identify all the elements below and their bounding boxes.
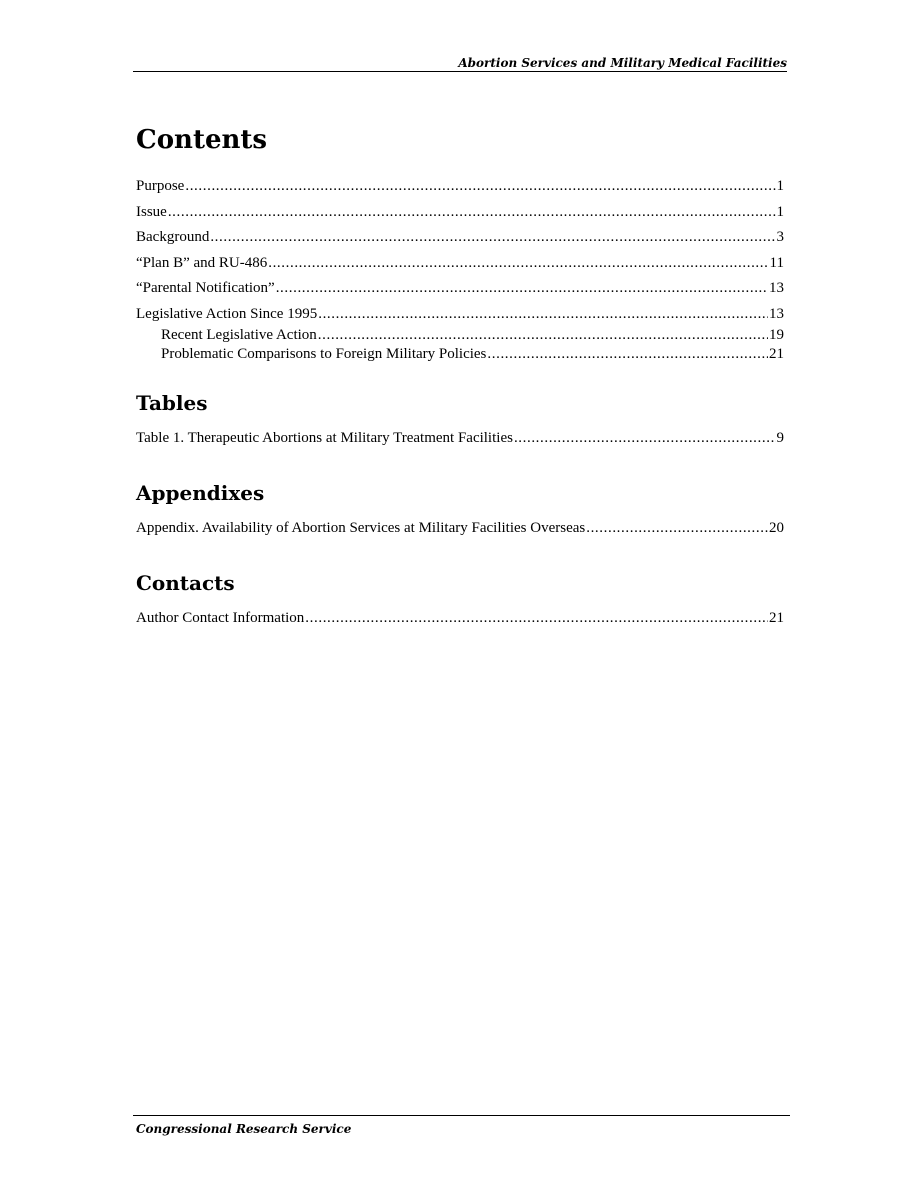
contents-heading: Contents xyxy=(136,125,268,155)
toc-leader-dots xyxy=(268,254,768,273)
toc-entry-page: 1 xyxy=(776,203,784,220)
toc-entry-label: Issue xyxy=(136,203,167,220)
toc-entry-background[interactable] xyxy=(136,228,784,247)
toc-entry-page: 11 xyxy=(769,254,784,271)
toc-entry-table-1[interactable] xyxy=(136,429,784,448)
toc-entry-page: 13 xyxy=(769,305,784,322)
toc-entry-recent-legislative-action[interactable] xyxy=(136,326,784,345)
toc-leader-dots xyxy=(210,228,775,247)
toc-leader-dots xyxy=(185,177,775,196)
toc-entry-page: 9 xyxy=(776,429,784,446)
contacts-section xyxy=(136,568,784,628)
toc-leader-dots xyxy=(514,429,776,448)
contents-list xyxy=(136,177,784,364)
toc-entry-plan-b[interactable] xyxy=(136,254,784,273)
toc-leader-dots xyxy=(586,519,768,538)
contents-section xyxy=(136,120,784,364)
toc-entry-label: Background xyxy=(136,229,210,246)
appendixes-heading: Appendixes xyxy=(136,480,265,505)
running-header: Abortion Services and Military Medical Facilities xyxy=(133,55,787,72)
toc-entry-label: “Parental Notification” xyxy=(136,280,275,297)
toc-entry-label: “Plan B” and RU-486 xyxy=(136,254,268,271)
appendixes-section xyxy=(136,478,784,538)
toc-entry-parental-notification[interactable] xyxy=(136,279,784,298)
contacts-heading: Contacts xyxy=(136,570,235,595)
tables-list xyxy=(136,429,784,448)
toc-entry-page: 3 xyxy=(776,229,784,246)
toc-entry-label: Legislative Action Since 1995 xyxy=(136,305,318,322)
toc-entry-appendix[interactable] xyxy=(136,519,784,538)
toc-entry-page: 21 xyxy=(769,609,784,626)
toc-entry-author-contact[interactable] xyxy=(136,609,784,628)
toc-entry-issue[interactable] xyxy=(136,203,784,222)
appendixes-list xyxy=(136,519,784,538)
toc-entry-label: Recent Legislative Action xyxy=(161,326,317,343)
toc-entry-page: 20 xyxy=(769,519,784,536)
toc-entry-page: 1 xyxy=(776,178,784,194)
toc-entry-page: 13 xyxy=(769,280,784,297)
tables-heading: Tables xyxy=(136,390,208,415)
contacts-list xyxy=(136,609,784,628)
toc-leader-dots xyxy=(305,609,768,628)
toc-leader-dots xyxy=(318,305,768,324)
toc-body xyxy=(136,120,784,658)
toc-leader-dots xyxy=(168,203,776,222)
toc-entry-label: Appendix. Availability of Abortion Services at Military Facilities Overseas xyxy=(136,519,586,536)
toc-leader-dots xyxy=(318,326,768,345)
tables-section xyxy=(136,388,784,448)
toc-entry-problematic-comparisons[interactable] xyxy=(136,345,784,364)
toc-entry-purpose[interactable] xyxy=(136,177,784,196)
toc-leader-dots xyxy=(487,345,768,364)
toc-entry-label: Purpose xyxy=(136,178,185,194)
toc-leader-dots xyxy=(276,279,768,298)
toc-entry-label: Problematic Comparisons to Foreign Military Policies xyxy=(161,345,487,362)
running-footer: Congressional Research Service xyxy=(133,1115,790,1137)
toc-entry-legislative-action[interactable] xyxy=(136,305,784,324)
toc-entry-page: 21 xyxy=(769,345,784,362)
toc-entry-label: Table 1. Therapeutic Abortions at Military Treatment Facilities xyxy=(136,429,513,446)
toc-entry-page: 19 xyxy=(769,326,784,343)
toc-entry-label: Author Contact Information xyxy=(136,609,305,626)
